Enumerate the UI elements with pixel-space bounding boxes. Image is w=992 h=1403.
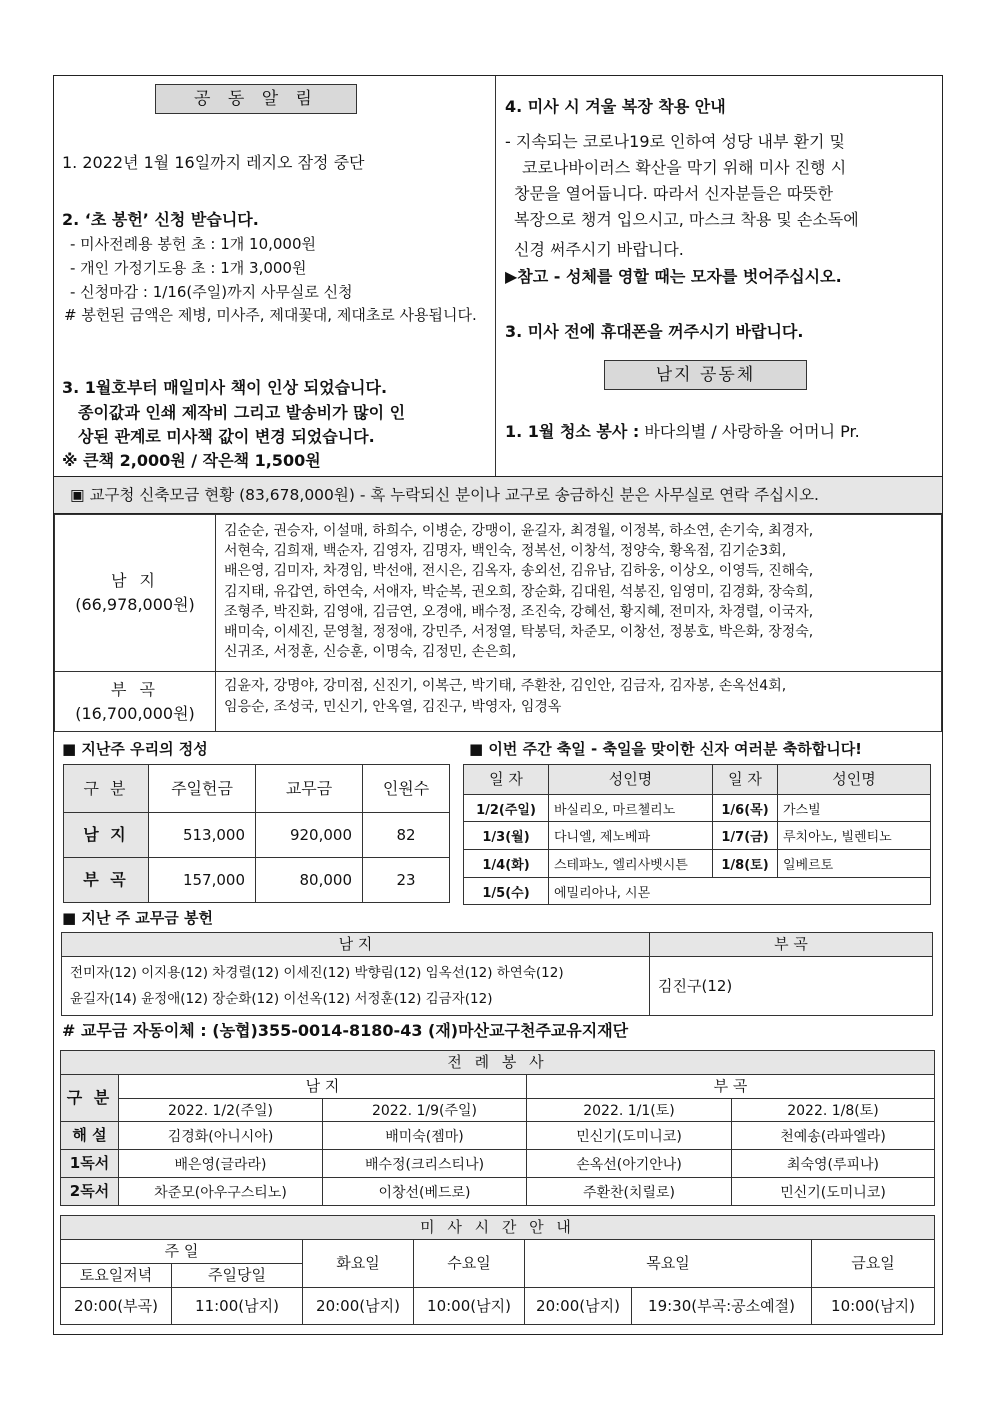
dues-title: ■ 지난 주 교무금 봉헌 <box>62 909 213 927</box>
mass-time: 10:00(남지) <box>414 1288 525 1325</box>
offering-count: 82 <box>363 813 450 858</box>
feast-saint: 가스빌 <box>778 795 931 822</box>
liturgy-cell: 차준모(아우구스티노) <box>119 1178 323 1206</box>
mass-wed: 수요일 <box>414 1240 525 1288</box>
dues-name-line: 윤길자(14) 윤정애(12) 장순화(12) 이선옥(12) 서정훈(12) 김금자(12) <box>70 991 493 1007</box>
mass-title: 미 사 시 간 안 내 <box>61 1216 935 1240</box>
feast-saint: 바실리오, 마르첼리노 <box>549 795 713 822</box>
dues-name-line: 전미자(12) 이지용(12) 차경렬(12) 이세진(12) 박향림(12) 임옥선(12) 하연숙(12) <box>70 965 564 981</box>
fund-namji-label: 남 지 <box>111 571 159 590</box>
feast-date: 1/6(목) <box>713 795 778 822</box>
liturgy-cell: 이창선(베드로) <box>323 1178 527 1206</box>
mass-tue: 화요일 <box>303 1240 414 1288</box>
notice-item-4-line: 복장으로 챙겨 입으시고, 마스크 착용 및 손소독에 <box>514 210 859 229</box>
dues-table <box>61 932 933 1016</box>
mass-time: 10:00(남지) <box>812 1288 935 1325</box>
feast-date: 1/2(주일) <box>464 795 549 822</box>
notice-item-2-line: - 미사전례용 봉헌 초 : 1개 10,000원 <box>70 235 317 253</box>
liturgy-cell: 배미숙(젬마) <box>323 1122 527 1150</box>
feast-header: 성인명 <box>549 765 713 795</box>
fund-bugok-label: 부 곡 <box>111 679 159 699</box>
liturgy-cell: 민신기(도미니코) <box>732 1178 935 1206</box>
liturgy-cell: 민신기(도미니코) <box>527 1122 732 1150</box>
notice-item-2-title: 2. ‘초 봉헌’ 신청 받습니다. <box>62 210 259 229</box>
offering-sunday: 513,000 <box>149 813 256 858</box>
liturgy-date: 2022. 1/2(주일) <box>119 1099 323 1122</box>
liturgy-cell: 배은영(글라라) <box>119 1150 323 1178</box>
fund-name-line: 임응순, 조성국, 민신기, 안옥열, 김진구, 박영자, 임경옥 <box>224 698 562 715</box>
liturgy-bugok: 부 곡 <box>527 1075 935 1099</box>
fund-name-line: 김순순, 권승자, 이설매, 하희수, 이병순, 강맹이, 윤길자, 최경월, 이정복, 하소연, 손기숙, 최경자, <box>224 523 814 539</box>
feast-table <box>463 764 931 905</box>
offering-header: 교무금 <box>256 765 363 813</box>
mass-time: 20:00(부곡) <box>61 1288 172 1325</box>
fund-bugok-amount: (16,700,000원) <box>75 703 195 723</box>
fund-name-line: 배미숙, 이세진, 문영철, 정정애, 강민주, 서정열, 탁봉덕, 차준모, 이창선, 정봉호, 박은화, 장정숙, <box>224 624 814 641</box>
liturgy-namji: 남 지 <box>119 1075 527 1099</box>
feast-saint: 에밀리아나, 시몬 <box>549 878 931 905</box>
notice-item-4-line: - 지속되는 코로나19로 인하여 성당 내부 환기 및 <box>505 132 845 151</box>
notice-item-3-line: 종이값과 인쇄 제작비 그리고 발송비가 많이 인 <box>78 403 406 422</box>
offering-row-label: 남 지 <box>64 813 149 858</box>
liturgy-cell: 김경화(아니시아) <box>119 1122 323 1150</box>
mass-time: 11:00(남지) <box>172 1288 303 1325</box>
mass-time: 20:00(남지) <box>303 1288 414 1325</box>
liturgy-cell: 배수정(크리스티나) <box>323 1150 527 1178</box>
offering-title: ■ 지난주 우리의 정성 <box>62 740 208 758</box>
feast-date: 1/8(토) <box>713 850 778 878</box>
fund-name-line: 서현숙, 김희재, 백순자, 김영자, 김명자, 백인숙, 정복선, 이창석, 정양숙, 황옥점, 김기순3회, <box>224 543 787 560</box>
notice-item-3-line: 상된 관계로 미사책 값이 변경 되었습니다. <box>78 427 375 446</box>
feast-date: 1/7(금) <box>713 822 778 850</box>
feast-header: 일 자 <box>713 765 778 795</box>
mass-thu: 목요일 <box>525 1240 812 1288</box>
offering-count: 23 <box>363 858 450 903</box>
feast-saint: 루치아노, 빌렌티노 <box>778 822 931 850</box>
offering-header: 주일헌금 <box>149 765 256 813</box>
notice-item-3-line: 3. 1월호부터 매일미사 책이 인상 되었습니다. <box>62 378 388 397</box>
liturgy-cell: 천예송(라파엘라) <box>732 1122 935 1150</box>
offering-header: 인원수 <box>363 765 450 813</box>
feast-date: 1/4(화) <box>464 850 549 878</box>
feast-saint: 일베르토 <box>778 850 931 878</box>
liturgy-gubun: 구 분 <box>61 1075 119 1122</box>
offering-sunday: 157,000 <box>149 858 256 903</box>
cleaning-notice <box>505 420 860 444</box>
feast-saint: 다니엘, 제노베파 <box>549 822 713 850</box>
offering-header: 구 분 <box>64 765 149 813</box>
dues-account: # 교무금 자동이체 : (농협)355-0014-8180-43 (재)마산교구천주교유지재단 <box>62 1021 629 1040</box>
fund-name-line: 김윤자, 강명야, 강미점, 신진기, 이복근, 박기태, 주환찬, 김인안, 김금자, 김자봉, 손옥선4회, <box>224 678 787 694</box>
mass-fri: 금요일 <box>812 1240 935 1288</box>
notice-item-4-line: 창문을 열어둡니다. 따라서 신자분들은 따뜻한 <box>514 184 834 203</box>
liturgy-cell: 최숙영(루피나) <box>732 1150 935 1178</box>
offering-dues: 920,000 <box>256 813 363 858</box>
dues-namji-names <box>62 957 650 1016</box>
liturgy-date: 2022. 1/9(주일) <box>323 1099 527 1122</box>
fund-namji-amount: (66,978,000원) <box>75 595 195 614</box>
dues-bugok-header: 부 곡 <box>650 933 933 957</box>
notice-item-4-line: 코로나바이러스 확산을 막기 위해 미사 진행 시 <box>522 158 847 177</box>
fund-table <box>54 514 942 732</box>
notice-item-4-ref: ▶참고 - 성체를 영할 때는 모자를 벗어주십시오. <box>505 267 842 286</box>
fund-namji-names <box>216 515 942 672</box>
notice-item-1: 1. 2022년 1월 16일까지 레지오 잠정 중단 <box>62 153 365 172</box>
notice-item-4-line: 신경 써주시기 바랍니다. <box>514 240 684 259</box>
feast-header: 일 자 <box>464 765 549 795</box>
offering-dues: 80,000 <box>256 858 363 903</box>
liturgy-title: 전 례 봉 사 <box>61 1051 935 1075</box>
liturgy-cell: 손옥선(아기안나) <box>527 1150 732 1178</box>
cleaning-value: 바다의별 / 사랑하올 어머니 Pr. <box>644 422 860 441</box>
fund-name-line: 배은영, 김미자, 차경임, 박선애, 전시은, 김옥자, 송외선, 김유남, 김하웅, 이상오, 이영득, 진해숙, <box>224 563 814 580</box>
mass-time: 20:00(남지) <box>525 1288 632 1325</box>
fund-header: ▣ 교구청 신축모금 현황 (83,678,000원) - 혹 누락되신 분이나 교구로 송금하신 분은 사무실로 연락 주십시오. <box>70 486 819 504</box>
notice-title: 공 동 알 림 <box>155 84 357 114</box>
liturgy-date: 2022. 1/1(토) <box>527 1099 732 1122</box>
mass-sun-day: 주일당일 <box>172 1264 303 1288</box>
feast-saint: 스테파노, 엘리사벳시튼 <box>549 850 713 878</box>
mass-sat-eve: 토요일저녁 <box>61 1264 172 1288</box>
mass-table <box>60 1215 935 1325</box>
notice-item-2-line: - 개인 가정기도용 초 : 1개 3,000원 <box>70 259 307 277</box>
feast-date: 1/5(수) <box>464 878 549 905</box>
feast-header: 성인명 <box>778 765 931 795</box>
fund-name-line: 신귀조, 서정훈, 신승훈, 이명숙, 김정민, 손은희, <box>224 644 517 661</box>
liturgy-cell: 주환찬(치릴로) <box>527 1178 732 1206</box>
dues-bugok-names: 김진구(12) <box>650 957 933 1016</box>
column-divider <box>495 76 496 476</box>
fund-name-line: 조형주, 박진화, 김영애, 김금연, 오경애, 배수정, 조진숙, 강혜선, 황지혜, 전미자, 차경렬, 이국자, <box>224 603 814 620</box>
feast-title: ■ 이번 주간 축일 - 축일을 맞이한 신자 여러분 축하합니다! <box>469 740 863 758</box>
dues-namji-header: 남 지 <box>62 933 650 957</box>
liturgy-role: 2독서 <box>61 1178 119 1206</box>
namji-title: 남지 공동체 <box>604 360 807 390</box>
liturgy-role: 해 설 <box>61 1122 119 1150</box>
notice-item-3-note: ※ 큰책 2,000원 / 작은책 1,500원 <box>62 451 321 470</box>
fund-bugok-label-cell <box>55 672 216 732</box>
notice-item-5: 3. 미사 전에 휴대폰을 꺼주시기 바랍니다. <box>505 322 804 341</box>
fund-namji-label-cell <box>55 515 216 672</box>
offering-row-label: 부 곡 <box>64 858 149 903</box>
cleaning-label: 1. 1월 청소 봉사 : <box>505 422 640 441</box>
fund-bugok-names <box>216 672 942 732</box>
offering-table <box>63 764 450 903</box>
notice-item-2-note: # 봉헌된 금액은 제병, 미사주, 제대꽃대, 제대초로 사용됩니다. <box>64 306 477 324</box>
notice-item-4-title: 4. 미사 시 겨울 복장 착용 안내 <box>505 97 726 116</box>
liturgy-role: 1독서 <box>61 1150 119 1178</box>
fund-name-line: 김지태, 유갑연, 하연숙, 서애자, 박순복, 권오희, 장순화, 김대원, 석봉진, 임영미, 김경화, 장숙희, <box>224 583 814 600</box>
mass-sunday: 주 일 <box>61 1240 303 1264</box>
liturgy-table <box>60 1050 935 1206</box>
notice-item-2-line: - 신청마감 : 1/16(주일)까지 사무실로 신청 <box>70 283 353 301</box>
feast-date: 1/3(월) <box>464 822 549 850</box>
liturgy-date: 2022. 1/8(토) <box>732 1099 935 1122</box>
mass-time: 19:30(부곡:공소예절) <box>632 1288 812 1325</box>
